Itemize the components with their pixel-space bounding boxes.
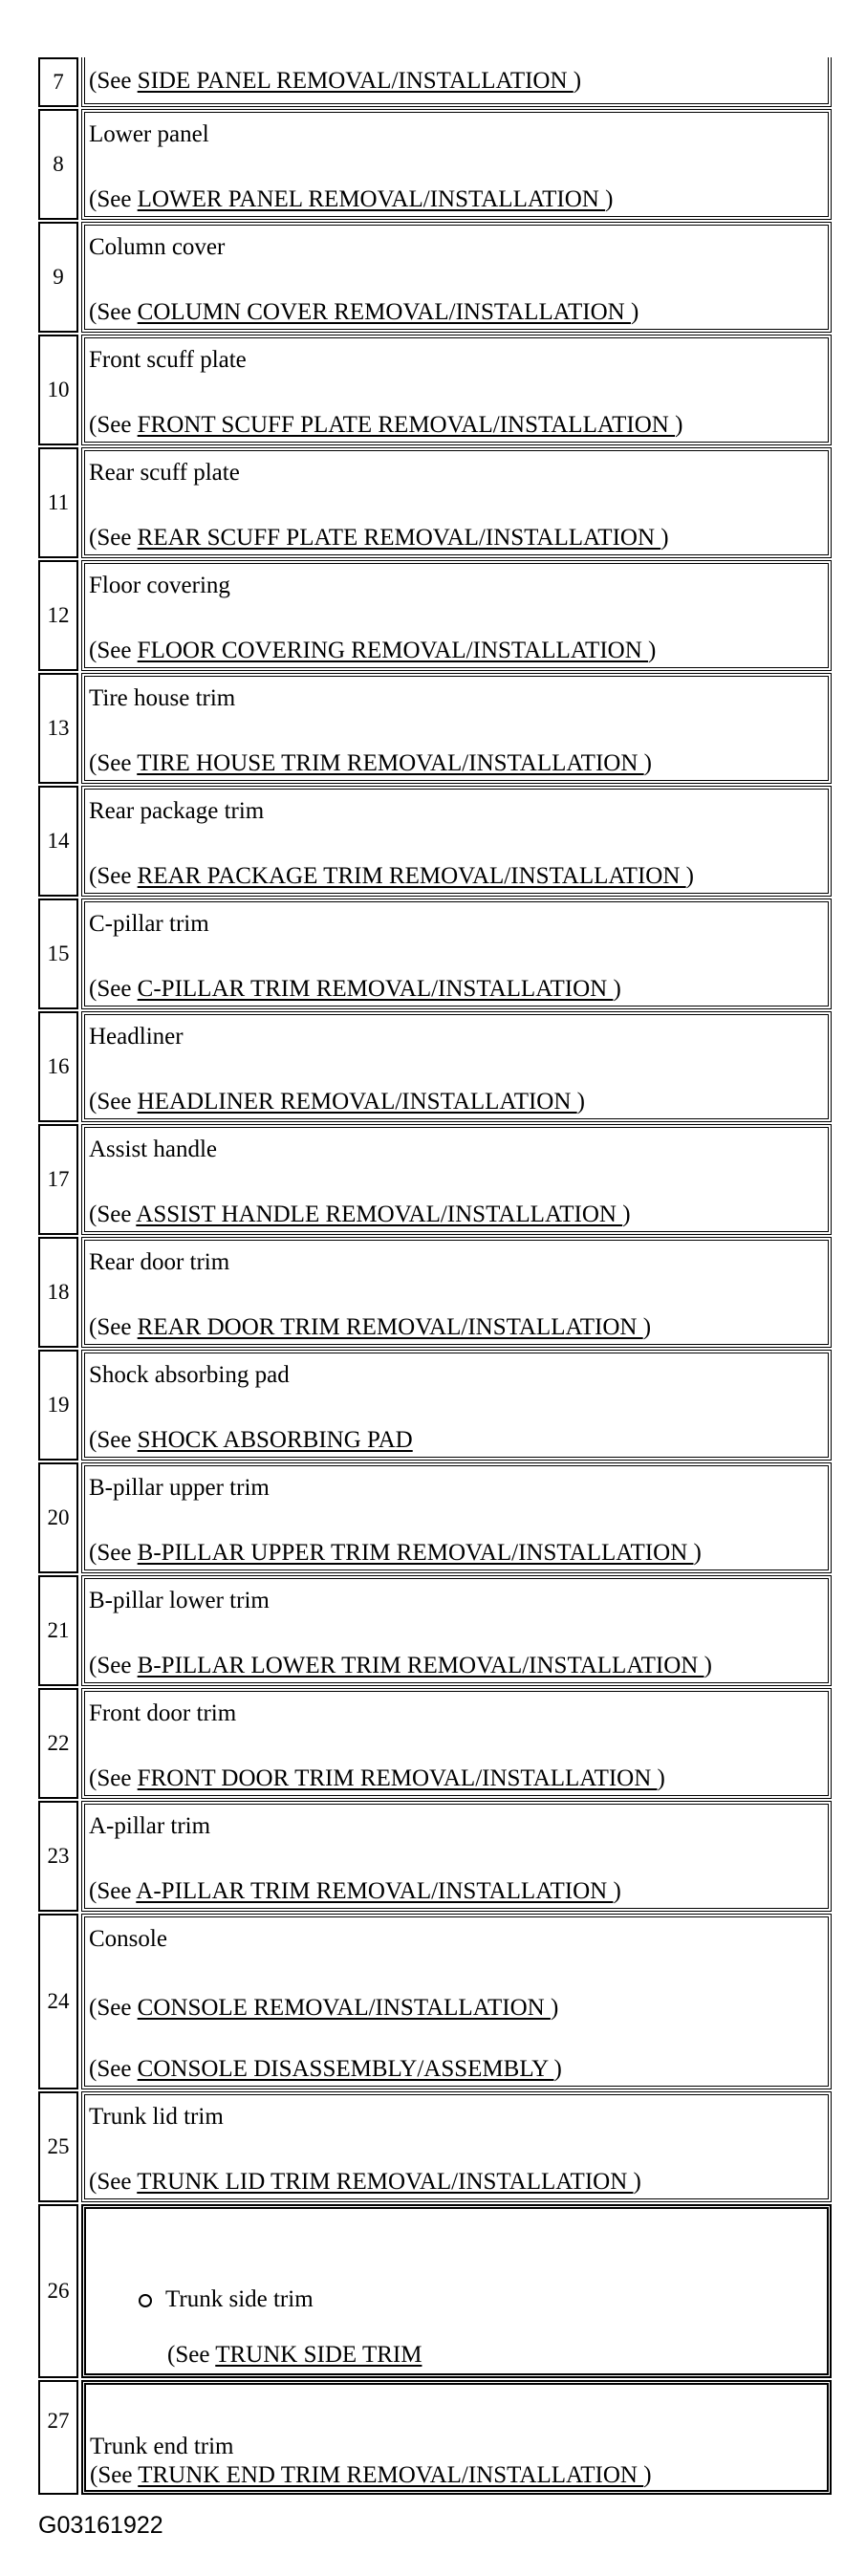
table-row (38, 1350, 832, 1461)
side-panel-link[interactable]: SIDE PANEL REMOVAL/INSTALLATION (137, 68, 574, 94)
row-number: 19 (38, 1350, 78, 1461)
reference-line: (See REAR DOOR TRIM REMOVAL/INSTALLATION ) (89, 1314, 652, 1340)
reference-line: (See SHOCK ABSORBING PAD (89, 1427, 413, 1453)
component-name: Assist handle (89, 1136, 218, 1162)
table-row (38, 1011, 832, 1122)
component-name: Trunk lid trim (89, 2104, 224, 2130)
row-number: 7 (38, 57, 78, 107)
component-name: Shock absorbing pad (89, 1362, 290, 1388)
reference-line: (See LOWER PANEL REMOVAL/INSTALLATION ) (89, 186, 614, 212)
component-name: Column cover (89, 234, 226, 260)
rear-package-trim-link[interactable]: REAR PACKAGE TRIM REMOVAL/INSTALLATION (137, 863, 686, 889)
trim-reference-table (38, 63, 832, 2497)
rear-scuff-plate-link[interactable]: REAR SCUFF PLATE REMOVAL/INSTALLATION (137, 525, 661, 551)
row-number: 14 (38, 786, 78, 897)
component-name: Headliner (89, 1024, 184, 1050)
component-name: Trunk end trim (90, 2434, 234, 2459)
console-disassembly-link[interactable]: CONSOLE DISASSEMBLY/ASSEMBLY (137, 2056, 554, 2082)
row-content (81, 1575, 832, 1686)
row-content (81, 1462, 832, 1573)
row-number: 15 (38, 898, 78, 1009)
a-pillar-trim-link[interactable]: A-PILLAR TRIM REMOVAL/INSTALLATION (136, 1878, 614, 1904)
component-name: Console (89, 1926, 167, 1952)
component-name: Floor covering (89, 573, 230, 598)
component-name: B-pillar lower trim (89, 1588, 270, 1613)
row-number: 8 (38, 109, 78, 220)
component-name: Rear package trim (89, 798, 265, 824)
row-number: 25 (38, 2091, 78, 2202)
row-number: 21 (38, 1575, 78, 1686)
reference-line: (See CONSOLE DISASSEMBLY/ASSEMBLY ) (89, 2056, 562, 2082)
reference-line: (See FLOOR COVERING REMOVAL/INSTALLATION ) (89, 638, 657, 663)
row-number: 24 (38, 1914, 78, 2089)
row-content (81, 335, 832, 445)
component-name: Rear door trim (89, 1249, 230, 1275)
table-row (38, 2380, 832, 2495)
table-row (38, 560, 832, 671)
reference-line: (See REAR SCUFF PLATE REMOVAL/INSTALLATION ) (89, 525, 669, 551)
reference-line: (See B-PILLAR UPPER TRIM REMOVAL/INSTALLATION ) (89, 1540, 702, 1566)
row-content (81, 1801, 832, 1912)
row-content (81, 1237, 832, 1348)
console-removal-link[interactable]: CONSOLE REMOVAL/INSTALLATION (137, 1995, 551, 2021)
component-name: C-pillar trim (89, 911, 209, 937)
front-door-trim-link[interactable]: FRONT DOOR TRIM REMOVAL/INSTALLATION (137, 1765, 658, 1791)
reference-line: (See CONSOLE REMOVAL/INSTALLATION ) (89, 1995, 559, 2021)
table-row (38, 1124, 832, 1235)
row-number: 22 (38, 1688, 78, 1799)
rear-door-trim-link[interactable]: REAR DOOR TRIM REMOVAL/INSTALLATION (137, 1314, 643, 1340)
row-content (81, 1914, 832, 2089)
row-number: 9 (38, 222, 78, 333)
row-content (81, 1688, 832, 1799)
table-row (38, 109, 832, 220)
b-pillar-lower-trim-link[interactable]: B-PILLAR LOWER TRIM REMOVAL/INSTALLATION (137, 1653, 704, 1678)
table-row (38, 1914, 832, 2089)
reference-line: (See REAR PACKAGE TRIM REMOVAL/INSTALLATION ) (89, 863, 694, 889)
assist-handle-link[interactable]: ASSIST HANDLE REMOVAL/INSTALLATION (136, 1201, 623, 1227)
component-name: Rear scuff plate (89, 460, 240, 486)
trunk-end-trim-link[interactable]: TRUNK END TRIM REMOVAL/INSTALLATION (138, 2462, 644, 2488)
table-row (38, 1801, 832, 1912)
c-pillar-trim-link[interactable]: C-PILLAR TRIM REMOVAL/INSTALLATION (137, 976, 614, 1002)
row-content (81, 1124, 832, 1235)
bullet-item (139, 2285, 314, 2314)
row-number: 12 (38, 560, 78, 671)
row-content (81, 109, 832, 220)
row-content (81, 673, 832, 784)
row-number: 16 (38, 1011, 78, 1122)
component-name: Tire house trim (89, 685, 236, 711)
row-content (81, 222, 832, 333)
row-content (81, 1350, 832, 1461)
reference-line: (See TIRE HOUSE TRIM REMOVAL/INSTALLATION ) (89, 750, 652, 776)
table-row (38, 1575, 832, 1686)
trunk-lid-trim-link[interactable]: TRUNK LID TRIM REMOVAL/INSTALLATION (137, 2169, 634, 2195)
reference-line: (See TRUNK LID TRIM REMOVAL/INSTALLATION ) (89, 2169, 641, 2195)
reference-line: (See SIDE PANEL REMOVAL/INSTALLATION ) (89, 68, 582, 94)
reference-line: (See FRONT DOOR TRIM REMOVAL/INSTALLATION ) (89, 1765, 665, 1791)
row-number: 26 (38, 2204, 78, 2378)
row-content (81, 898, 832, 1009)
table-row (38, 2091, 832, 2202)
component-name: Trunk side trim (165, 2286, 314, 2312)
front-scuff-plate-link[interactable]: FRONT SCUFF PLATE REMOVAL/INSTALLATION (137, 412, 676, 438)
component-name: Front door trim (89, 1700, 237, 1726)
row-number: 13 (38, 673, 78, 784)
row-content (81, 786, 832, 897)
row-number: 23 (38, 1801, 78, 1912)
floor-covering-link[interactable]: FLOOR COVERING REMOVAL/INSTALLATION (137, 638, 649, 663)
reference-line: (See COLUMN COVER REMOVAL/INSTALLATION ) (89, 299, 639, 325)
row-content (81, 2204, 832, 2378)
table-row (38, 1237, 832, 1348)
row-content (81, 447, 832, 558)
row-number: 18 (38, 1237, 78, 1348)
tire-house-trim-link[interactable]: TIRE HOUSE TRIM REMOVAL/INSTALLATION (137, 750, 644, 776)
row-content (81, 2091, 832, 2202)
component-name: Front scuff plate (89, 347, 247, 373)
table-row (38, 222, 832, 333)
reference-line: (See B-PILLAR LOWER TRIM REMOVAL/INSTALLATION ) (89, 1653, 712, 1678)
trunk-side-trim-link[interactable]: TRUNK SIDE TRIM (215, 2342, 422, 2368)
table-row (38, 786, 832, 897)
table-row (38, 2204, 832, 2378)
lower-panel-link[interactable]: LOWER PANEL REMOVAL/INSTALLATION (137, 186, 606, 212)
row-content (81, 2380, 832, 2495)
table-row (38, 57, 832, 107)
headliner-link[interactable]: HEADLINER REMOVAL/INSTALLATION (137, 1089, 577, 1115)
row-content (81, 1011, 832, 1122)
bullet-circle-icon (139, 2294, 152, 2307)
table-row (38, 673, 832, 784)
row-number: 27 (38, 2380, 78, 2495)
reference-line: (See ASSIST HANDLE REMOVAL/INSTALLATION ) (89, 1201, 631, 1227)
component-name: A-pillar trim (89, 1813, 211, 1839)
row-number: 20 (38, 1462, 78, 1573)
component-name: B-pillar upper trim (89, 1475, 270, 1501)
row-number: 10 (38, 335, 78, 445)
table-row (38, 447, 832, 558)
reference-line: (See TRUNK SIDE TRIM (167, 2342, 422, 2368)
table-row (38, 335, 832, 445)
row-content (81, 57, 832, 107)
table-row (38, 898, 832, 1009)
reference-line: (See C-PILLAR TRIM REMOVAL/INSTALLATION ) (89, 976, 621, 1002)
table-row (38, 1462, 832, 1573)
row-number: 17 (38, 1124, 78, 1235)
shock-absorbing-pad-link[interactable]: SHOCK ABSORBING PAD (137, 1427, 413, 1453)
component-name: Lower panel (89, 121, 209, 147)
figure-code: G03161922 (38, 2512, 163, 2539)
row-number: 11 (38, 447, 78, 558)
table-row (38, 1688, 832, 1799)
row-content (81, 560, 832, 671)
column-cover-link[interactable]: COLUMN COVER REMOVAL/INSTALLATION (137, 299, 631, 325)
reference-line: (See HEADLINER REMOVAL/INSTALLATION ) (89, 1089, 585, 1115)
reference-line: (See TRUNK END TRIM REMOVAL/INSTALLATION ) (90, 2462, 652, 2488)
reference-line: (See A-PILLAR TRIM REMOVAL/INSTALLATION ) (89, 1878, 621, 1904)
b-pillar-upper-trim-link[interactable]: B-PILLAR UPPER TRIM REMOVAL/INSTALLATION (137, 1540, 694, 1566)
reference-line: (See FRONT SCUFF PLATE REMOVAL/INSTALLATION ) (89, 412, 683, 438)
